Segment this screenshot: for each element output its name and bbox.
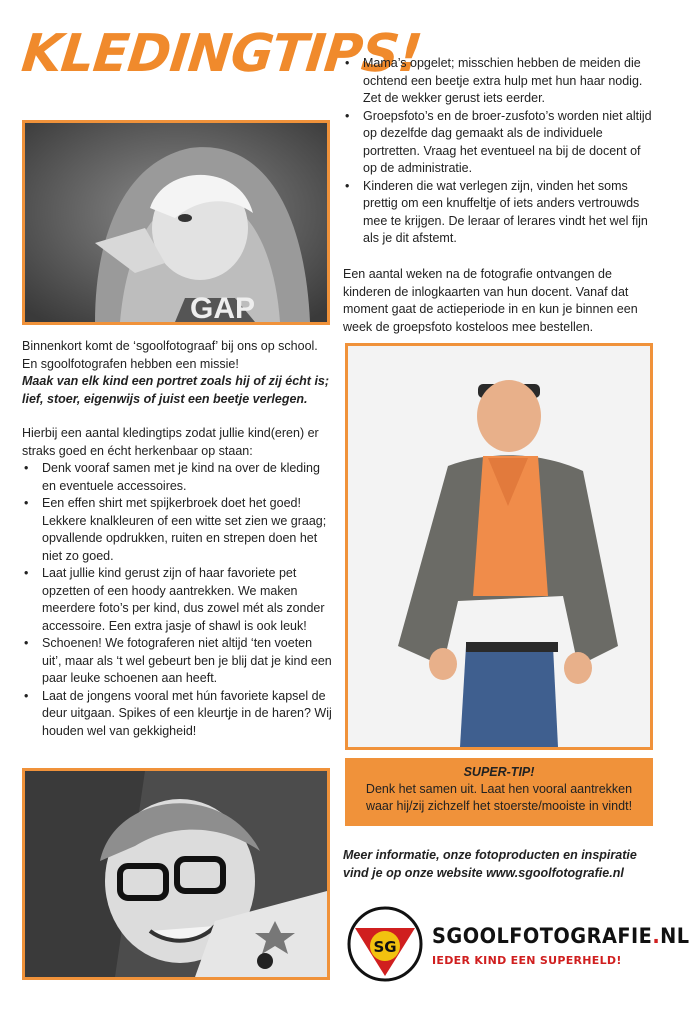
list-item: • Laat jullie kind gerust zijn of haar favoriete pet opzetten of een hoody aantrekken. We maken meerdere foto’s per kind, dus zowel mét als zonder accessoire. Een extra jasje of shawl is ook leuk! <box>22 565 332 635</box>
page-title: KLEDINGTIPS! <box>18 24 425 84</box>
intro-section <box>22 338 332 740</box>
mission-line: lief, stoer, eigenwijs of juist een beetje verlegen. <box>22 391 308 406</box>
brand-tld: NL <box>660 924 690 948</box>
list-item: • Laat de jongens vooral met hún favoriete kapsel de deur uitgaan. Spikes of een kleurtje in de haren? Wij houden wel van gekkigheid! <box>22 688 332 741</box>
super-tip-line: waar hij/zij zichzelf het stoerste/mooiste in vindt! <box>365 799 633 813</box>
list-item: • Kinderen die wat verlegen zijn, vinden het soms prettig om een knuffeltje of iets anders vertrouwds mee te krijgen. De leraar of lerares vindt het wel fijn als je dit afstemt. <box>343 178 653 248</box>
super-tip-line: Denk het samen uit. Laat hen vooral aantrekken <box>365 782 633 796</box>
after-text: Een aantal weken na de fotografie ontvangen de kinderen de inlogkaarten van hun docent. Vanaf dat moment gaat de actieperiode in en kun je binnen een week de groepsfoto kosteloos mee bestellen. <box>343 267 638 334</box>
brand-dot: . <box>652 924 661 948</box>
right-tips <box>343 55 653 248</box>
tips-intro: Hierbij een aantal kledingtips zodat jullie kind(eren) er straks goed en écht herkenbaar op staan: <box>22 426 319 458</box>
more-info-line: Meer informatie, onze fotoproducten en inspiratie <box>343 848 637 862</box>
list-item: • Groepsfoto’s en de broer-zusfoto’s worden niet altijd op dezelfde dag gemaakt als de individuele portretten. Vraag het eventueel na bij de docent of op de administratie. <box>343 108 653 178</box>
more-info <box>343 847 663 882</box>
list-item: • Mama’s opgelet; misschien hebben de meiden die ochtend een beetje extra hulp met hun haar nodig. Zet de wekker gerust iets eerder. <box>343 55 653 108</box>
brand-name <box>432 924 690 948</box>
more-info-line: vind je op onze website www.sgoolfotografie.nl <box>343 865 624 880</box>
list-item: • Schoenen! We fotograferen niet altijd ‘ten voeten uit’, maar als ‘t wel gebeurt ben je blij dat je kind een paar leuke schoenen aan heeft. <box>22 635 332 688</box>
photo-girl-glasses <box>22 768 330 980</box>
photo-boy-hoodie-illustration <box>25 123 327 322</box>
photo-boy-blazer-illustration <box>348 346 650 747</box>
list-item: • Denk vooraf samen met je kind na over de kleding en eventuele accessoires. <box>22 460 332 495</box>
photo-boy-blazer <box>345 343 653 750</box>
intro-line: En sgoolfotografen hebben een missie! <box>22 356 239 371</box>
left-tips-list <box>22 460 332 740</box>
list-item: • Een effen shirt met spijkerbroek doet het goed! Lekkere knalkleuren of een witte set zien we graag; opvallende opdrukken, ruiten en strepen doen het niet zo goed. <box>22 495 332 565</box>
intro-line: Binnenkort komt de ‘sgoolfotograaf’ bij ons op school. <box>22 339 318 353</box>
super-tip-heading: SUPER-TIP! <box>463 765 535 779</box>
photo-girl-glasses-illustration <box>25 771 327 977</box>
photo-boy-hoodie <box>22 120 330 325</box>
svg-text:GAP: GAP <box>190 292 256 322</box>
emblem-text: SG <box>373 938 397 956</box>
brand-main: SGOOLFOTOGRAFIE <box>432 924 653 948</box>
sgoolfotografie-emblem-icon <box>345 906 425 982</box>
super-tip-box <box>345 758 653 826</box>
brand-slogan: IEDER KIND EEN SUPERHELD! <box>432 954 622 967</box>
mission-line: Maak van elk kind een portret zoals hij of zij écht is; <box>22 374 330 388</box>
right-tips-list <box>343 55 653 248</box>
